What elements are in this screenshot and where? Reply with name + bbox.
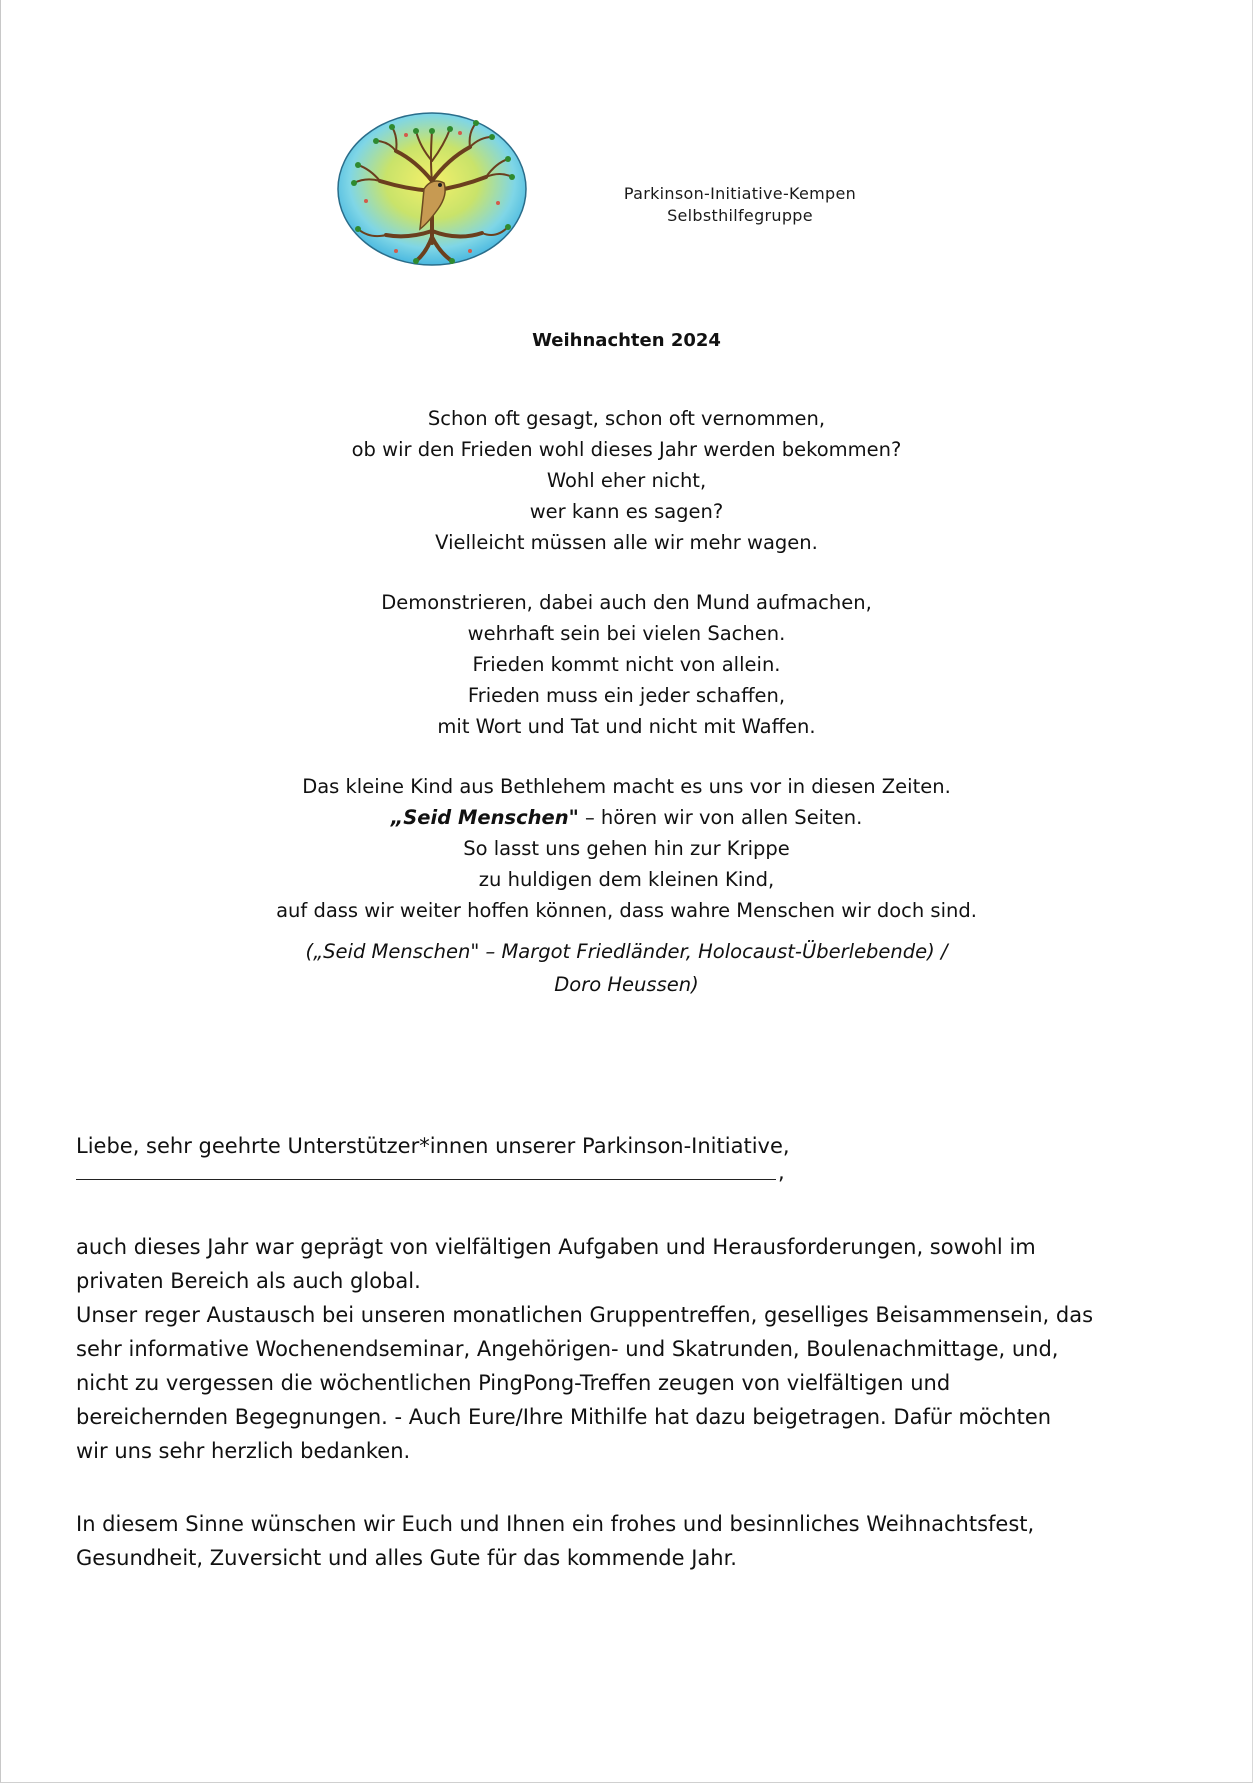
body-line: privaten Bereich als auch global.	[76, 1269, 421, 1293]
poem-line: Das kleine Kind aus Bethlehem macht es uns vor in diesen Zeiten.	[302, 775, 951, 798]
quote-seid-menschen: „Seid Menschen"	[390, 806, 579, 829]
poem-line: auf dass wir weiter hoffen können, dass wahre Menschen wir doch sind.	[276, 899, 977, 922]
poem-line: mit Wort und Tat und nicht mit Waffen.	[437, 715, 816, 738]
closing-line: Gesundheit, Zuversicht und alles Gute für das kommende Jahr.	[76, 1546, 737, 1570]
poem-stanza-2	[0, 587, 1253, 742]
poem-line: Vielleicht müssen alle wir mehr wagen.	[435, 531, 818, 554]
poem-line: zu huldigen dem kleinen Kind,	[478, 868, 775, 891]
poem-line-rest: – hören wir von allen Seiten.	[578, 806, 863, 829]
letter-body	[76, 1230, 1186, 1468]
poem-line: wehrhaft sein bei vielen Sachen.	[467, 622, 786, 645]
name-blank-line	[76, 1179, 776, 1180]
closing-line: In diesem Sinne wünschen wir Euch und Ihnen ein frohes und besinnliches Weihnachtsfest,	[76, 1512, 1035, 1536]
body-line: wir uns sehr herzlich bedanken.	[76, 1439, 411, 1463]
poem-stanza-3	[0, 771, 1253, 926]
body-line: bereichernden Begegnungen. - Auch Eure/Ihre Mithilfe hat dazu beigetragen. Dafür möchten	[76, 1405, 1052, 1429]
organization-header	[570, 183, 910, 227]
poem-stanza-1	[0, 403, 1253, 558]
org-name: Parkinson-Initiative-Kempen	[623, 184, 857, 203]
body-line: nicht zu vergessen die wöchentlichen PingPong-Treffen zeugen von vielfältigen und	[76, 1371, 951, 1395]
poem-attribution	[0, 935, 1253, 1001]
poem-line: Wohl eher nicht,	[546, 469, 707, 492]
page-title: Weihnachten 2024	[532, 330, 721, 351]
poem-line: So lasst uns gehen hin zur Krippe	[463, 837, 790, 860]
poem-line: Frieden kommt nicht von allein.	[472, 653, 781, 676]
poem-line: Frieden muss ein jeder schaffen,	[467, 684, 786, 707]
letter-closing	[76, 1507, 1186, 1575]
letter-salutation: Liebe, sehr geehrte Unterstützer*innen unserer Parkinson-Initiative,	[76, 1134, 790, 1158]
poem	[0, 403, 1253, 1001]
org-subtitle: Selbsthilfegruppe	[667, 206, 813, 225]
body-line: auch dieses Jahr war geprägt von vielfältigen Aufgaben und Herausforderungen, sowohl im	[76, 1235, 1036, 1259]
attribution-line: Doro Heussen)	[554, 973, 699, 996]
poem-line: Demonstrieren, dabei auch den Mund aufmachen,	[381, 591, 872, 614]
poem-line: wer kann es sagen?	[529, 500, 724, 523]
body-line: Unser reger Austausch bei unseren monatlichen Gruppentreffen, geselliges Beisammensein, das	[76, 1303, 1094, 1327]
poem-line: Schon oft gesagt, schon oft vernommen,	[427, 407, 826, 430]
body-line: sehr informative Wochenendseminar, Angehörigen- und Skatrunden, Boulenachmittage, und,	[76, 1337, 1059, 1361]
attribution-line: („Seid Menschen" – Margot Friedländer, Holocaust-Überlebende) /	[305, 940, 948, 963]
poem-line-quote	[0, 802, 1253, 833]
poem-line: ob wir den Frieden wohl dieses Jahr werden bekommen?	[351, 438, 902, 461]
blank-line-comma: ,	[778, 1160, 785, 1184]
tree-logo-icon	[336, 111, 528, 267]
